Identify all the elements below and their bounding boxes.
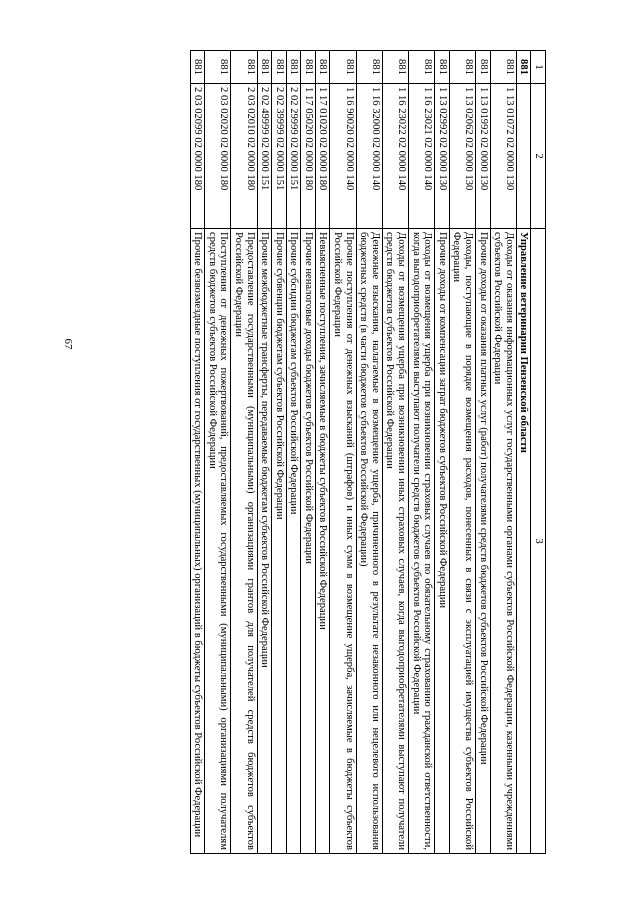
revenue-code-cell: 2 02 49999 02 0000 151 <box>257 84 272 229</box>
table-row <box>409 51 435 854</box>
revenue-name-cell: Прочие субвенции бюджетам субъектов Российской Федерации <box>272 229 287 854</box>
admin-code-cell: 881 <box>409 51 435 84</box>
section-header-row <box>516 51 531 854</box>
page-number: 67 <box>62 338 74 350</box>
table-row <box>257 51 272 854</box>
revenue-code-cell: 1 16 32000 02 0000 140 <box>356 84 382 229</box>
revenue-name-cell: Денежные взыскания, налагаемые в возмещение ущерба, причиненного в результате незаконного или нецелевого использования бюджетных средств (в части бюджетов субъектов Российской Федерации) <box>356 229 382 854</box>
admin-code-cell: 881 <box>315 51 330 84</box>
column-number-1: 1 <box>531 51 546 84</box>
column-number-row <box>531 51 546 854</box>
revenue-code-cell: 1 16 23022 02 0000 140 <box>382 84 408 229</box>
revenue-code-cell: 1 13 02992 02 0000 130 <box>435 84 450 229</box>
table-row <box>476 51 491 854</box>
revenue-name-cell: Прочие доходы от оказания платных услуг (работ) получателями средств бюджетов субъектов Российской Федерации <box>476 229 491 854</box>
table-row <box>356 51 382 854</box>
table-row <box>490 51 516 854</box>
table-row <box>315 51 330 854</box>
column-number-3: 3 <box>531 229 546 854</box>
rotated-page-content <box>80 50 546 853</box>
table-row <box>205 51 231 854</box>
revenue-name-cell: Доходы от возмещения ущерба при возникновении страховых случаев по обязательному страхованию гражданской ответственности, когда выгодоприобретателями выступают получатели средств бюджетов субъектов Российской Федерации <box>409 229 435 854</box>
revenue-name-cell: Доходы, поступающие в порядке возмещения расходов, понесенных в связи с эксплуатацией имущества субъектов Российской Федерации <box>449 229 475 854</box>
revenue-name-cell: Прочие доходы от компенсации затрат бюджетов субъектов Российской Федерации <box>435 229 450 854</box>
revenue-name-cell: Доходы от оказания информационных услуг государственными органами субъектов Российской Федерации, казенными учреждениями субъектов Российской Федерации <box>490 229 516 854</box>
revenue-name-cell: Прочие субсидии бюджетам субъектов Российской Федерации <box>286 229 301 854</box>
table-row <box>190 51 205 854</box>
section-title: Управление ветеринарии Пензенской области <box>516 229 531 854</box>
table-row <box>231 51 257 854</box>
admin-code-cell: 881 <box>382 51 408 84</box>
revenue-name-cell: Прочие поступления от денежных взысканий (штрафов) и иных сумм в возмещение ущерба, зачисляемые в бюджеты субъектов Российской Федерации <box>330 229 356 854</box>
section-admin-code: 881 <box>516 51 531 84</box>
revenue-codes-table <box>190 50 546 854</box>
revenue-code-cell: 1 13 01072 02 0000 130 <box>490 84 516 229</box>
admin-code-cell: 881 <box>449 51 475 84</box>
table-row <box>330 51 356 854</box>
admin-code-cell: 881 <box>435 51 450 84</box>
admin-code-cell: 881 <box>231 51 257 84</box>
revenue-code-cell: 1 13 02062 02 0000 130 <box>449 84 475 229</box>
admin-code-cell: 881 <box>301 51 316 84</box>
revenue-name-cell: Прочие межбюджетные трансферты, передаваемые бюджетам субъектов Российской Федерации <box>257 229 272 854</box>
admin-code-cell: 881 <box>272 51 287 84</box>
revenue-name-cell: Доходы от возмещения ущерба при возникновении иных страховых случаев, когда выгодоприобретателями выступают получатели средств бюджетов субъектов Российской Федерации <box>382 229 408 854</box>
revenue-name-cell: Невыясненные поступления, зачисляемые в бюджеты субъектов Российской Федерации <box>315 229 330 854</box>
revenue-code-cell: 1 13 01992 02 0000 130 <box>476 84 491 229</box>
table-row <box>449 51 475 854</box>
revenue-name-cell: Прочие неналоговые доходы бюджетов субъектов Российской Федерации <box>301 229 316 854</box>
admin-code-cell: 881 <box>205 51 231 84</box>
revenue-code-cell: 2 02 29999 02 0000 151 <box>286 84 301 229</box>
admin-code-cell: 881 <box>286 51 301 84</box>
admin-code-cell: 881 <box>257 51 272 84</box>
admin-code-cell: 881 <box>476 51 491 84</box>
revenue-name-cell: Предоставление государственными (муниципальными) организациями грантов для получателей средств бюджетов субъектов Российской Федерации <box>231 229 257 854</box>
admin-code-cell: 881 <box>490 51 516 84</box>
revenue-code-cell: 2 03 02010 02 0000 180 <box>231 84 257 229</box>
table-row <box>286 51 301 854</box>
revenue-name-cell: Прочие безвозмездные поступления от государственных (муниципальных) организаций в бюджеты субъектов Российской Федерации <box>190 229 205 854</box>
revenue-code-cell: 2 02 39999 02 0000 151 <box>272 84 287 229</box>
column-number-2: 2 <box>531 84 546 229</box>
admin-code-cell: 881 <box>190 51 205 84</box>
revenue-code-cell: 1 16 23021 02 0000 140 <box>409 84 435 229</box>
table-row <box>272 51 287 854</box>
table-row <box>435 51 450 854</box>
revenue-code-cell: 1 17 05020 02 0000 180 <box>301 84 316 229</box>
revenue-name-cell: Поступления от денежных пожертвований, предоставляемых государственными (муниципальными) организациями получателям средств бюджетов субъектов Российской Федерации <box>205 229 231 854</box>
table-row <box>301 51 316 854</box>
admin-code-cell: 881 <box>356 51 382 84</box>
section-empty-cell <box>516 84 531 229</box>
revenue-code-cell: 2 03 02099 02 0000 180 <box>190 84 205 229</box>
admin-code-cell: 881 <box>330 51 356 84</box>
revenue-code-cell: 1 16 90020 02 0000 140 <box>330 84 356 229</box>
revenue-code-cell: 1 17 01020 02 0000 180 <box>315 84 330 229</box>
table-row <box>382 51 408 854</box>
revenue-code-cell: 2 03 02020 02 0000 180 <box>205 84 231 229</box>
